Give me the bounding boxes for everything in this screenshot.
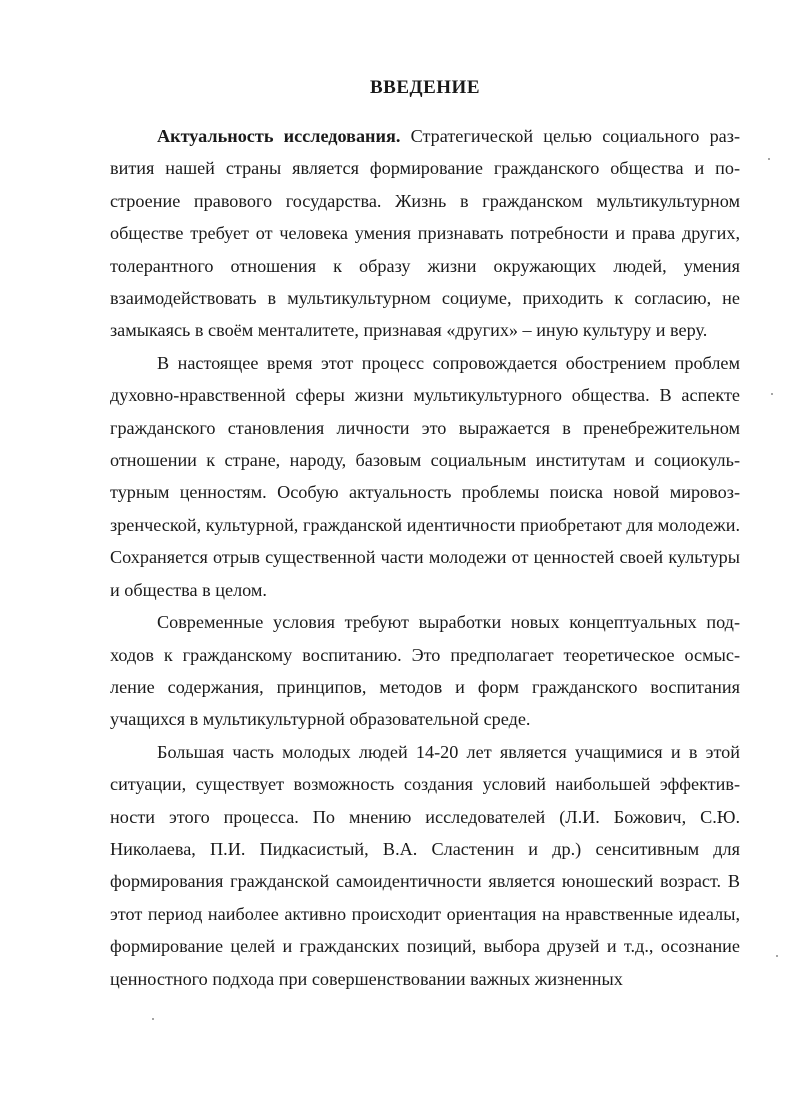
- paragraph-text: В настоящее время этот процесс сопровождается обострением проблем духовно-нравственной сферы жизни мультикультурного общества. В аспекте гражданского становления личности это выражается в пренебрежительном отношении к стране, народу, базовым социальным институтам и социокультурным ценностям. Особую актуальность проблемы поиска новой мировоззренческой, культурной, гражданской идентичности приобретают для молодежи. Сохраняется отрыв существенной части молодежи от ценностей своей культуры и общества в целом.: [110, 352, 740, 600]
- body-text: [110, 120, 740, 995]
- paragraph-modern-conditions: [110, 606, 740, 736]
- scan-speck: [152, 1018, 154, 1020]
- paragraph-lead: Актуальность исследования.: [157, 126, 401, 146]
- paragraph-relevance: [110, 120, 740, 347]
- paragraph-youth: [110, 736, 740, 995]
- scan-speck: [776, 955, 778, 957]
- paragraph-text: Современные условия требуют выработки новых концептуальных подходов к гражданскому воспитанию. Это предполагает теоретическое осмысление содержания, принципов, методов и форм гражданского воспитания учащихся в мультикультурной образовательной среде.: [110, 612, 740, 730]
- scan-speck: [768, 158, 770, 160]
- paragraph-text: Стратегической целью социального развития нашей страны является формирование гражданского общества и построение правового государства. Жизнь в гражданском мультикультурном обществе требует от человека умения признавать потребности и права других, толерантного отношения к образу жизни окружающих людей, умения взаимодействовать в мультикультурном социуме, приходить к согласию, не замыкаясь в своём менталитете, признавая «других» – иную культуру и веру.: [110, 126, 740, 341]
- paragraph-text: Большая часть молодых людей 14-20 лет является учащимися и в этой ситуации, существует возможность создания условий наибольшей эффективности этого процесса. По мнению исследователей (Л.И. Божович, С.Ю. Николаева, П.И. Пидкасистый, В.А. Сластенин и др.) сенситивным для формирования гражданской самоидентичности является юношеский возраст. В этот период наиболее активно происходит ориентация на нравственные идеалы, формирование целей и гражданских позиций, выбора друзей и т.д., осознание ценностного подхода при совершенствовании важных жизненных: [110, 741, 740, 989]
- paragraph-current-time: [110, 347, 740, 606]
- page-heading: ВВЕДЕНИЕ: [370, 77, 480, 98]
- scan-speck: [771, 393, 773, 395]
